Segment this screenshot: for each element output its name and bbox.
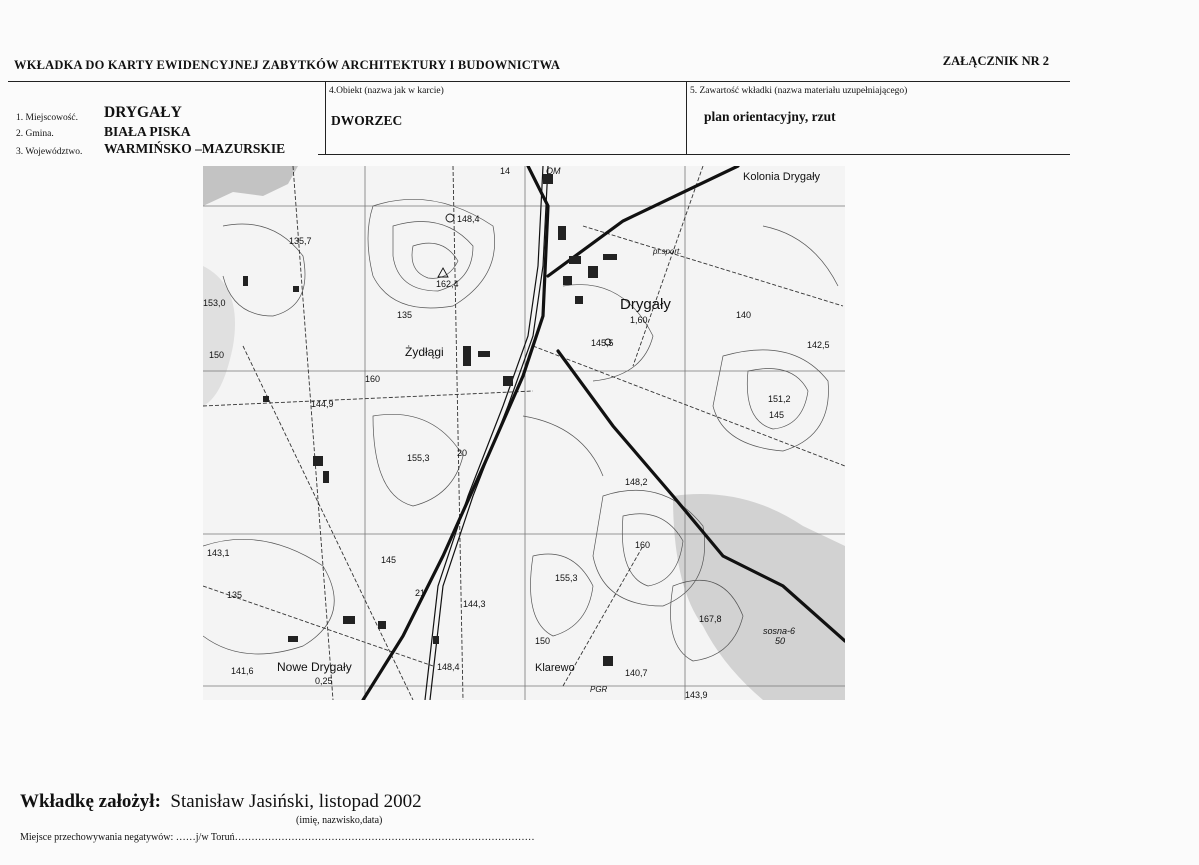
label-so: 50: [775, 636, 786, 646]
height-14: 14: [500, 166, 511, 176]
place-nowe-drygaly: Nowe Drygały: [277, 660, 352, 674]
height-1-60: 1,60: [630, 315, 648, 325]
height-148-2: 148,2: [625, 477, 648, 487]
height-140-7: 140,7: [625, 668, 648, 678]
height-144-9: 144,9: [311, 399, 334, 409]
miejscowosc-label: 1. Miejscowość.: [16, 113, 79, 123]
height-160: 160: [365, 374, 381, 384]
table-bottom-rule: [318, 154, 1070, 155]
height-145-5: 145,5: [591, 338, 614, 348]
height-144-3: 144,3: [463, 599, 486, 609]
topographic-map-drawing: [203, 166, 845, 700]
height-153-0: 153,0: [203, 298, 226, 308]
place-kolonia-drygaly: Kolonia Drygały: [743, 171, 821, 183]
height-148-4-a: 148,4: [457, 214, 480, 224]
height-145: 145: [769, 410, 785, 420]
gmina-value: BIAŁA PISKA: [104, 124, 191, 139]
height-143-1: 143,1: [207, 548, 230, 558]
wojewodztwo-value: WARMIŃSKO –MAZURSKIE: [104, 141, 286, 156]
place-pgr: PGR: [590, 685, 608, 694]
storage-value: ……j/w Toruń………………………………………………………………………………: [175, 832, 535, 843]
insert-content-label: 5. Zawartość wkładki (nazwa materiału uzupełniającego): [690, 86, 908, 96]
object-label: 4.Obiekt (nazwa jak w karcie): [329, 86, 444, 96]
height-141-6: 141,6: [231, 666, 254, 676]
object-value: DWORZEC: [331, 113, 403, 128]
place-drygaly: Drygały: [620, 296, 671, 313]
place-pl-sport: pl.sport.: [653, 247, 682, 256]
table-divider-2: [686, 81, 687, 154]
height-155-3-a: 155,3: [407, 453, 430, 463]
place-zydlagi: Żydłągi: [405, 345, 444, 359]
insert-content-value: plan orientacyjny, rzut: [704, 109, 836, 124]
height-135-b: 135: [227, 590, 243, 600]
height-0-25: 0,25: [315, 676, 333, 686]
label-sosna: sosna-6: [763, 626, 796, 636]
height-21: 21: [415, 588, 426, 598]
attachment-number: ZAŁĄCZNIK NR 2: [942, 54, 1049, 68]
created-by: [20, 791, 422, 813]
wojewodztwo-label: 3. Województwo.: [16, 147, 83, 157]
forest-patch-northwest: [203, 166, 298, 206]
buildings: [243, 174, 617, 666]
orientation-map: [203, 166, 845, 700]
storage-line: [20, 832, 535, 843]
gmina-label: 2. Gmina.: [16, 129, 54, 139]
height-167-8: 167,8: [699, 614, 722, 624]
railway-line: [425, 166, 551, 700]
created-by-label: Wkładkę założył:: [20, 791, 161, 812]
height-162-4: 162,4: [436, 279, 459, 289]
height-135: 135: [397, 310, 413, 320]
triangulation-points: [438, 214, 611, 345]
height-150-b: 150: [535, 636, 551, 646]
created-by-value: Stanisław Jasiński, listopad 2002: [170, 791, 422, 812]
height-150: 150: [209, 350, 225, 360]
forest-patch-west: [203, 266, 235, 406]
height-143-9: 143,9: [685, 690, 708, 700]
height-20: 20: [457, 448, 468, 458]
height-135-7: 135,7: [289, 236, 312, 246]
height-145-b: 145: [381, 555, 397, 565]
height-155-3-b: 155,3: [555, 573, 578, 583]
height-142-5: 142,5: [807, 340, 830, 350]
document-title: WKŁADKA DO KARTY EWIDENCYJNEJ ZABYTKÓW ARCHITEKTURY I BUDOWNICTWA: [14, 58, 561, 72]
place-om: OM: [546, 166, 561, 176]
height-140: 140: [736, 310, 752, 320]
table-top-rule: [8, 81, 1070, 82]
storage-label: Miejsce przechowywania negatywów:: [20, 832, 174, 843]
height-148-4-b: 148,4: [437, 662, 460, 672]
miejscowosc-value: DRYGAŁY: [104, 104, 182, 121]
created-by-caption: (imię, nazwisko,data): [296, 815, 383, 826]
place-klarewo: Klarewo: [535, 662, 575, 674]
table-divider-1: [325, 81, 326, 154]
height-151-2: 151,2: [768, 394, 791, 404]
height-160-b: 160: [635, 540, 651, 550]
